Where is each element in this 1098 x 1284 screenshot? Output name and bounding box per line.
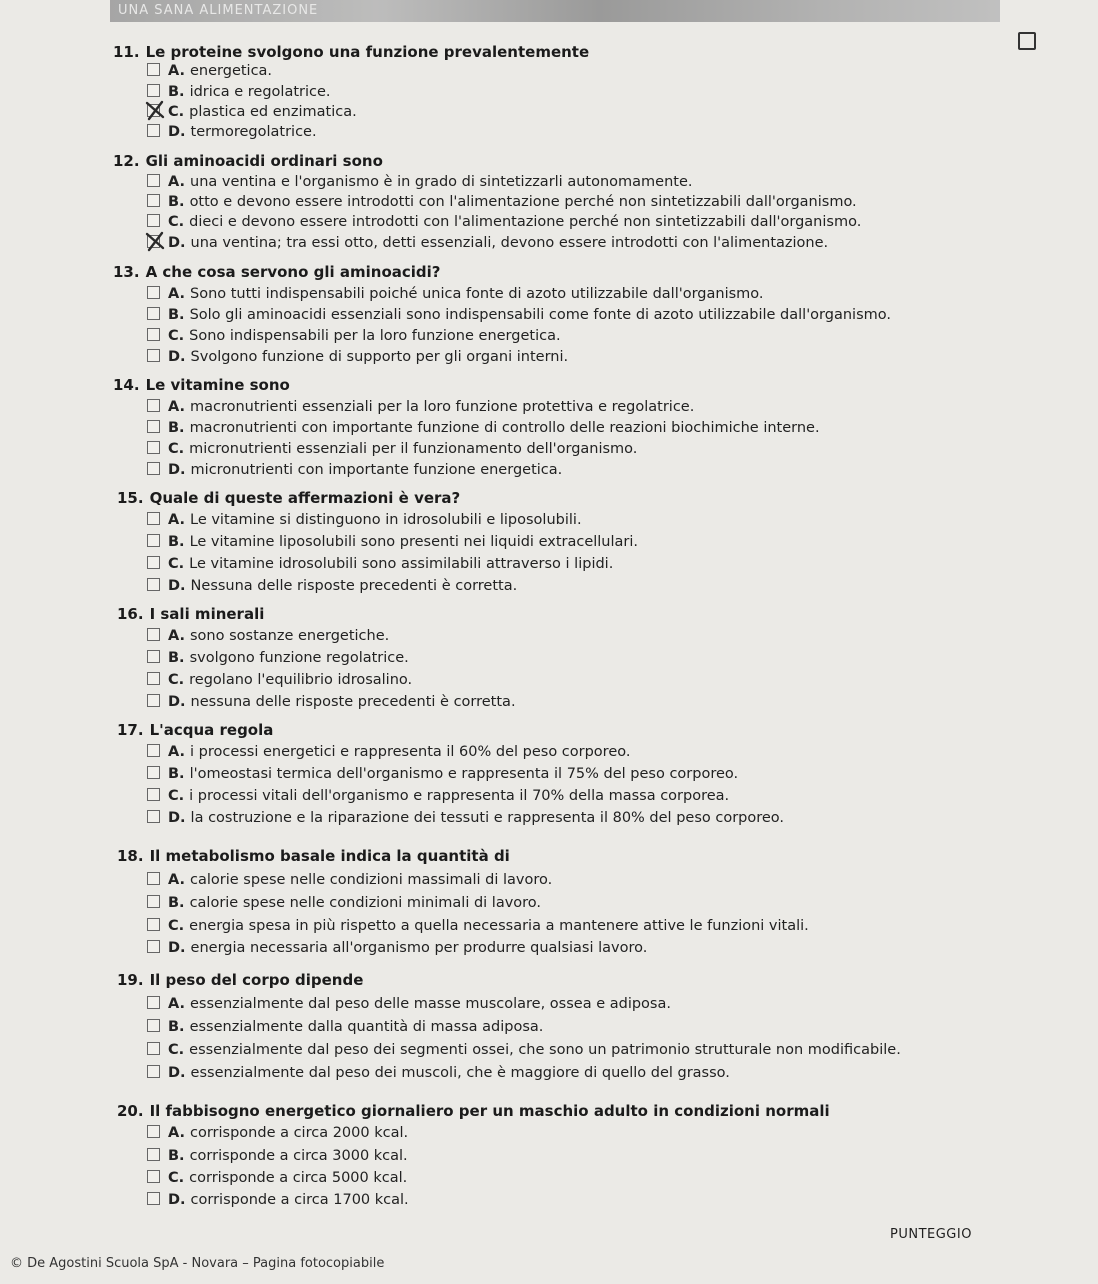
checkbox[interactable] xyxy=(147,1065,160,1078)
checkbox[interactable] xyxy=(147,307,160,320)
option-text: macronutrienti essenziali per la loro funzione protettiva e regolatrice. xyxy=(190,399,695,415)
question-number: 17. xyxy=(117,721,144,739)
option-letter: B. xyxy=(168,84,185,100)
option-letter: D. xyxy=(168,578,186,594)
answer-option[interactable] xyxy=(147,328,561,344)
option-letter: C. xyxy=(168,672,185,688)
checkbox[interactable] xyxy=(147,1148,160,1161)
checkbox[interactable] xyxy=(147,918,160,931)
checkbox[interactable] xyxy=(147,328,160,341)
option-letter: C. xyxy=(168,104,185,120)
option-text: essenzialmente dal peso dei segmenti ossei, che sono un patrimonio strutturale non modificabile. xyxy=(189,1042,901,1058)
question-20-title xyxy=(117,1102,830,1120)
option-text: una ventina e l'organismo è in grado di sintetizzarli autonomamente. xyxy=(190,174,693,190)
option-letter: B. xyxy=(168,766,185,782)
checkbox[interactable] xyxy=(147,84,160,97)
copyright-notice: © De Agostini Scuola SpA - Novara – Pagina fotocopiabile xyxy=(10,1256,385,1271)
checkbox[interactable] xyxy=(147,194,160,207)
answer-option[interactable] xyxy=(147,307,891,323)
option-text: calorie spese nelle condizioni minimali di lavoro. xyxy=(189,895,542,911)
checkbox[interactable] xyxy=(147,895,160,908)
question-19-title xyxy=(117,971,363,989)
option-text: otto e devono essere introdotti con l'alimentazione perché non sintetizzabili dall'organismo. xyxy=(189,194,857,210)
checkbox[interactable] xyxy=(147,1192,160,1205)
option-text: Le vitamine liposolubili sono presenti nei liquidi extracellulari. xyxy=(189,534,639,550)
option-letter: B. xyxy=(168,650,185,666)
option-letter: D. xyxy=(168,1192,186,1208)
checkbox[interactable] xyxy=(147,996,160,1009)
option-letter: D. xyxy=(168,694,186,710)
question-number: 18. xyxy=(117,847,144,865)
answer-option[interactable] xyxy=(147,534,638,550)
option-text: Solo gli aminoacidi essenziali sono indispensabili come fonte di azoto utilizzabile dall'organismo. xyxy=(189,307,891,323)
question-16-title xyxy=(117,605,264,623)
answer-option[interactable] xyxy=(147,628,389,644)
option-letter: D. xyxy=(168,349,186,365)
checkbox[interactable] xyxy=(147,578,160,591)
checkbox[interactable] xyxy=(147,628,160,641)
option-text: macronutrienti con importante funzione di controllo delle reazioni biochimiche interne. xyxy=(189,420,820,436)
option-letter: C. xyxy=(168,1042,185,1058)
answer-option[interactable] xyxy=(147,63,272,79)
answer-option[interactable] xyxy=(147,940,647,956)
option-text: energia necessaria all'organismo per produrre qualsiasi lavoro. xyxy=(190,940,648,956)
answer-option[interactable] xyxy=(147,1125,408,1141)
checkbox[interactable] xyxy=(147,104,160,117)
option-text: micronutrienti essenziali per il funzionamento dell'organismo. xyxy=(189,441,638,457)
option-letter: B. xyxy=(168,307,185,323)
answer-option[interactable] xyxy=(147,556,613,572)
option-letter: B. xyxy=(168,420,185,436)
option-text: Sono tutti indispensabili poiché unica fonte di azoto utilizzabile dall'organismo. xyxy=(190,286,764,302)
option-text: una ventina; tra essi otto, detti essenziali, devono essere introdotti con l'alimentazione. xyxy=(190,235,829,251)
checkbox[interactable] xyxy=(147,1019,160,1032)
question-text: A che cosa servono gli aminoacidi? xyxy=(145,263,441,281)
checkbox[interactable] xyxy=(147,286,160,299)
checkbox[interactable] xyxy=(147,766,160,779)
option-text: Nessuna delle risposte precedenti è corretta. xyxy=(190,578,518,594)
answer-option[interactable] xyxy=(147,895,541,911)
section-title: UNA SANA ALIMENTAZIONE xyxy=(118,3,319,18)
question-number: 20. xyxy=(117,1102,144,1120)
option-text: corrisponde a circa 5000 kcal. xyxy=(189,1170,408,1186)
option-letter: A. xyxy=(168,63,185,79)
cross-mark-icon xyxy=(144,230,166,252)
answer-option[interactable] xyxy=(147,1170,407,1186)
option-letter: C. xyxy=(168,441,185,457)
checkbox[interactable] xyxy=(147,399,160,412)
question-text: Le vitamine sono xyxy=(145,376,290,394)
answer-option[interactable] xyxy=(147,1148,408,1164)
option-text: essenzialmente dal peso delle masse muscolare, ossea e adiposa. xyxy=(190,996,671,1012)
answer-option[interactable] xyxy=(147,788,729,804)
checkbox[interactable] xyxy=(147,872,160,885)
checkbox[interactable] xyxy=(147,441,160,454)
option-letter: A. xyxy=(168,996,185,1012)
option-letter: A. xyxy=(168,399,185,415)
option-letter: C. xyxy=(168,788,185,804)
option-text: energia spesa in più rispetto a quella necessaria a mantenere attive le funzioni vitali. xyxy=(189,918,809,934)
option-text: svolgono funzione regolatrice. xyxy=(189,650,409,666)
option-text: plastica ed enzimatica. xyxy=(189,104,357,120)
checkbox[interactable] xyxy=(147,556,160,569)
checkbox[interactable] xyxy=(147,462,160,475)
question-number: 13. xyxy=(113,263,140,281)
checkbox[interactable] xyxy=(147,810,160,823)
question-text: Quale di queste affermazioni è vera? xyxy=(149,489,461,507)
option-text: corrisponde a circa 1700 kcal. xyxy=(190,1192,409,1208)
question-text: Il fabbisogno energetico giornaliero per un maschio adulto in condizioni normali xyxy=(149,1102,830,1120)
answer-option[interactable] xyxy=(147,124,317,140)
checkbox[interactable] xyxy=(147,1042,160,1055)
option-letter: C. xyxy=(168,556,185,572)
option-text: Svolgono funzione di supporto per gli organi interni. xyxy=(190,349,569,365)
option-letter: D. xyxy=(168,462,186,478)
answer-option[interactable] xyxy=(147,578,517,594)
option-text: Sono indispensabili per la loro funzione energetica. xyxy=(189,328,561,344)
option-text: regolano l'equilibrio idrosalino. xyxy=(189,672,413,688)
question-17-title xyxy=(117,721,273,739)
checkbox[interactable] xyxy=(147,650,160,663)
option-text: energetica. xyxy=(190,63,273,79)
option-letter: A. xyxy=(168,628,185,644)
answer-option[interactable] xyxy=(147,399,694,415)
option-text: corrisponde a circa 3000 kcal. xyxy=(189,1148,408,1164)
answer-option[interactable] xyxy=(147,672,412,688)
checkbox[interactable] xyxy=(147,420,160,433)
question-18-title xyxy=(117,847,510,865)
answer-option[interactable] xyxy=(147,286,764,302)
option-text: essenzialmente dalla quantità di massa adiposa. xyxy=(189,1019,544,1035)
option-letter: B. xyxy=(168,895,185,911)
score-label: PUNTEGGIO xyxy=(890,1227,972,1242)
checkbox[interactable] xyxy=(147,214,160,227)
option-letter: A. xyxy=(168,512,185,528)
question-number: 19. xyxy=(117,971,144,989)
option-letter: C. xyxy=(168,1170,185,1186)
option-letter: B. xyxy=(168,1148,185,1164)
checkbox[interactable] xyxy=(147,1170,160,1183)
answer-option[interactable] xyxy=(147,214,861,230)
answer-option[interactable] xyxy=(147,996,671,1012)
answer-option[interactable] xyxy=(147,1042,901,1058)
option-text: i processi energetici e rappresenta il 60% del peso corporeo. xyxy=(190,744,631,760)
question-14-title xyxy=(113,376,290,394)
question-11-title xyxy=(113,43,589,61)
answer-option[interactable] xyxy=(147,420,820,436)
checkbox[interactable] xyxy=(147,124,160,137)
answer-option[interactable] xyxy=(147,694,516,710)
option-text: micronutrienti con importante funzione energetica. xyxy=(190,462,563,478)
option-letter: C. xyxy=(168,918,185,934)
answer-option[interactable] xyxy=(147,235,828,251)
option-text: nessuna delle risposte precedenti è corretta. xyxy=(190,694,516,710)
question-text: Il metabolismo basale indica la quantità di xyxy=(149,847,510,865)
option-text: i processi vitali dell'organismo e rappresenta il 70% della massa corporea. xyxy=(189,788,730,804)
answer-option[interactable] xyxy=(147,174,692,190)
checkbox[interactable] xyxy=(147,1125,160,1138)
checkbox[interactable] xyxy=(147,534,160,547)
option-letter: C. xyxy=(168,214,185,230)
question-number: 11. xyxy=(113,43,140,61)
option-letter: A. xyxy=(168,1125,185,1141)
checkbox[interactable] xyxy=(147,63,160,76)
option-letter: B. xyxy=(168,534,185,550)
question-12-title xyxy=(113,152,383,170)
option-letter: D. xyxy=(168,1065,186,1081)
option-text: calorie spese nelle condizioni massimali di lavoro. xyxy=(190,872,553,888)
answer-option[interactable] xyxy=(147,810,784,826)
option-text: Le vitamine idrosolubili sono assimilabili attraverso i lipidi. xyxy=(189,556,614,572)
answer-option[interactable] xyxy=(147,650,409,666)
answer-option[interactable] xyxy=(147,512,582,528)
answer-option[interactable] xyxy=(147,1192,409,1208)
checkbox[interactable] xyxy=(147,744,160,757)
option-letter: D. xyxy=(168,810,186,826)
question-15-title xyxy=(117,489,460,507)
question-number: 14. xyxy=(113,376,140,394)
answer-option[interactable] xyxy=(147,1065,730,1081)
answer-option[interactable] xyxy=(147,766,738,782)
question-text: Le proteine svolgono una funzione prevalentemente xyxy=(145,43,590,61)
question-number: 12. xyxy=(113,152,140,170)
option-text: Le vitamine si distinguono in idrosolubili e liposolubili. xyxy=(190,512,582,528)
answer-option[interactable] xyxy=(147,744,630,760)
question-text: Gli aminoacidi ordinari sono xyxy=(145,152,383,170)
option-text: essenzialmente dal peso dei muscoli, che è maggiore di quello del grasso. xyxy=(190,1065,730,1081)
option-letter: A. xyxy=(168,872,185,888)
option-letter: A. xyxy=(168,174,185,190)
page-header-band xyxy=(110,0,1000,22)
answer-option[interactable] xyxy=(147,104,357,120)
question-text: Il peso del corpo dipende xyxy=(149,971,364,989)
option-text: termoregolatrice. xyxy=(190,124,317,140)
question-13-title xyxy=(113,263,441,281)
question-number: 16. xyxy=(117,605,144,623)
answer-option[interactable] xyxy=(147,194,857,210)
checkbox[interactable] xyxy=(147,788,160,801)
answer-option[interactable] xyxy=(147,918,809,934)
checkbox[interactable] xyxy=(147,940,160,953)
option-text: l'omeostasi termica dell'organismo e rappresenta il 75% del peso corporeo. xyxy=(189,766,739,782)
checkbox[interactable] xyxy=(147,235,160,248)
answer-option[interactable] xyxy=(147,349,568,365)
checkbox[interactable] xyxy=(147,349,160,362)
answer-option[interactable] xyxy=(147,441,637,457)
corner-mark-icon xyxy=(1018,32,1036,50)
answer-option[interactable] xyxy=(147,462,562,478)
checkbox[interactable] xyxy=(147,672,160,685)
option-text: la costruzione e la riparazione dei tessuti e rappresenta il 80% del peso corporeo. xyxy=(190,810,785,826)
option-letter: A. xyxy=(168,286,185,302)
option-text: sono sostanze energetiche. xyxy=(190,628,390,644)
option-letter: D. xyxy=(168,235,186,251)
answer-option[interactable] xyxy=(147,1019,543,1035)
question-text: I sali minerali xyxy=(149,605,265,623)
option-letter: B. xyxy=(168,1019,185,1035)
checkbox[interactable] xyxy=(147,512,160,525)
option-letter: B. xyxy=(168,194,185,210)
option-text: corrisponde a circa 2000 kcal. xyxy=(190,1125,409,1141)
option-letter: D. xyxy=(168,124,186,140)
question-text: L'acqua regola xyxy=(149,721,274,739)
checkbox[interactable] xyxy=(147,694,160,707)
option-text: dieci e devono essere introdotti con l'alimentazione perché non sintetizzabili dall'organismo. xyxy=(189,214,862,230)
option-letter: C. xyxy=(168,328,185,344)
question-number: 15. xyxy=(117,489,144,507)
option-letter: A. xyxy=(168,744,185,760)
checkbox[interactable] xyxy=(147,174,160,187)
answer-option[interactable] xyxy=(147,84,331,100)
answer-option[interactable] xyxy=(147,872,552,888)
option-letter: D. xyxy=(168,940,186,956)
option-text: idrica e regolatrice. xyxy=(189,84,331,100)
cross-mark-icon xyxy=(144,99,166,121)
